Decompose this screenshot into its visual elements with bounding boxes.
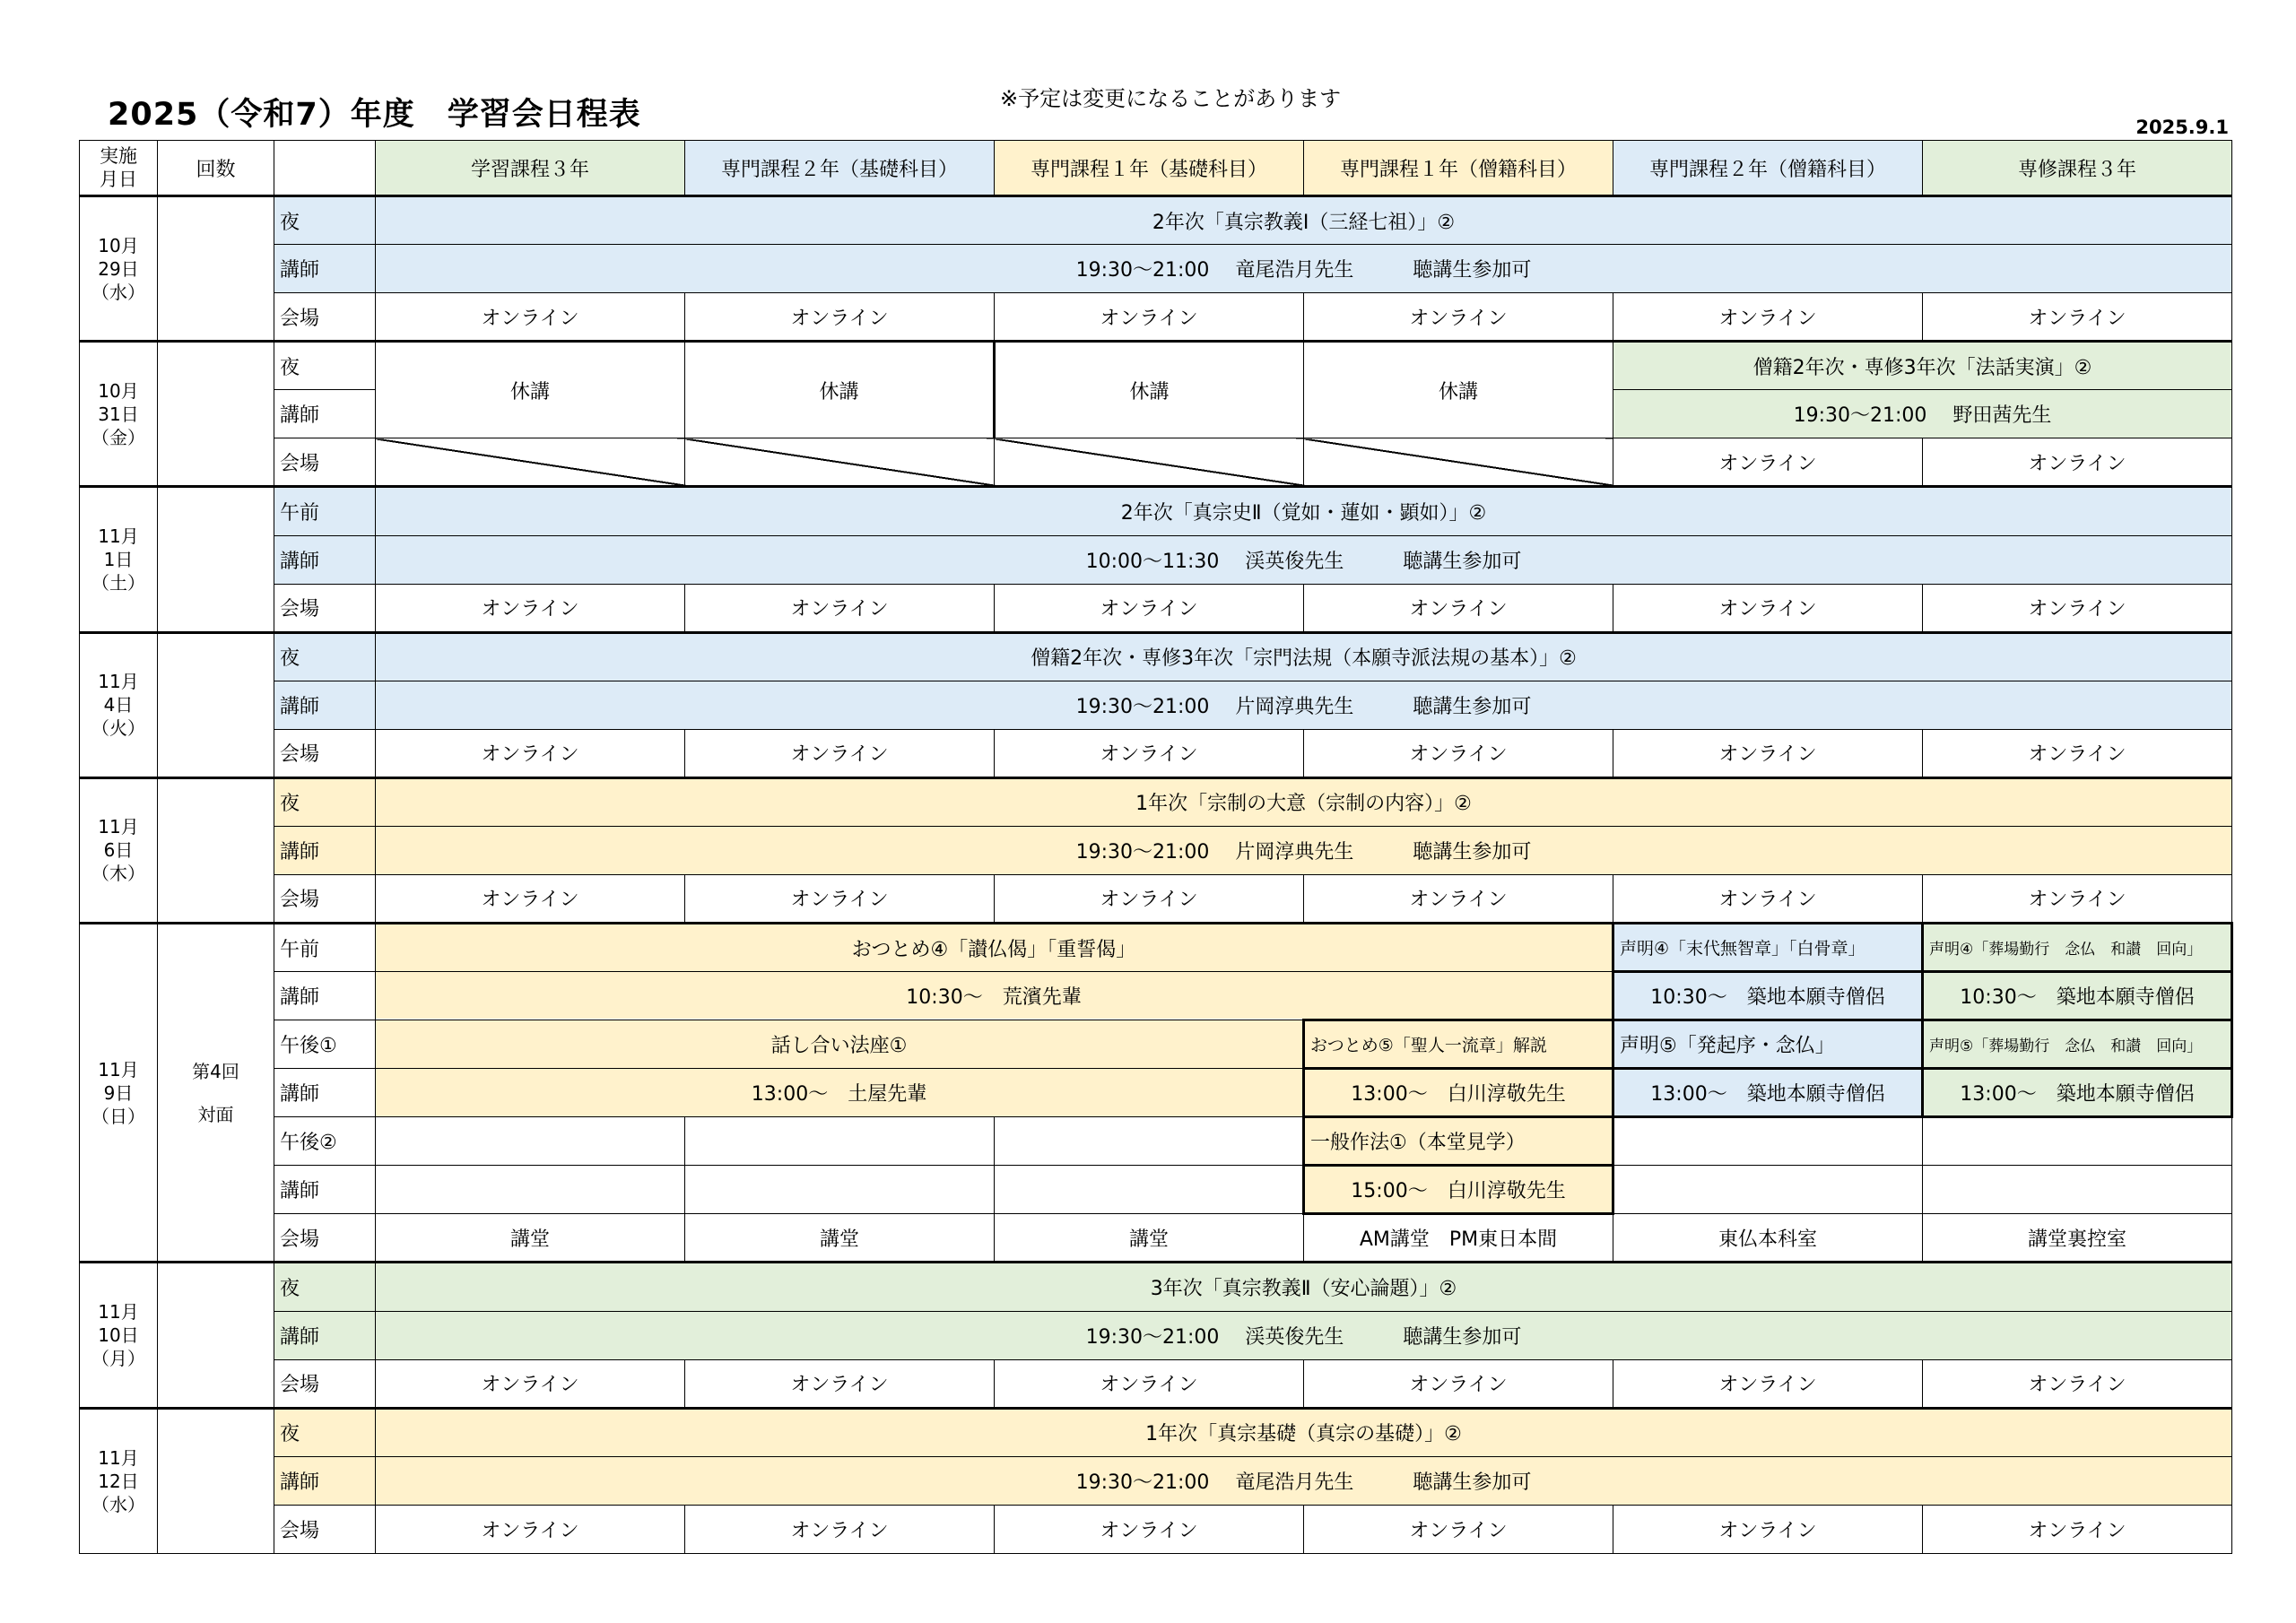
round-cell: 第4回 対面	[158, 924, 274, 1263]
day-nov9-pm2-row	[80, 1117, 2232, 1166]
empty-cell	[376, 1166, 685, 1214]
venue-cell: 講堂	[376, 1214, 685, 1263]
session-teacher: 19:30～21:00 片岡淳典先生 聴講生参加可	[376, 681, 2232, 729]
venue-cell: オンライン	[685, 874, 995, 923]
day-nov4-session-row	[80, 632, 2232, 681]
rest-cell: 休講	[376, 342, 685, 438]
day-oct31-session-row	[80, 342, 2232, 390]
period-label: 夜	[274, 1408, 376, 1456]
period-label: 夜	[274, 196, 376, 245]
session-teacher: 10:30～ 築地本願寺僧侶	[1613, 972, 1923, 1020]
date-cell: 10月 29日 （水）	[80, 196, 158, 342]
day-nov9-am-teacher-row	[80, 972, 2232, 1020]
day-nov12-venue-row	[80, 1505, 2232, 1553]
page-title: 2025（令和7）年度 学習会日程表	[108, 97, 641, 133]
lecturer-label: 講師	[274, 826, 376, 874]
rest-cell: 休講	[995, 342, 1304, 438]
session-teacher: 19:30～21:00 野田茜先生	[1613, 390, 2232, 438]
venue-cell: オンライン	[995, 293, 1304, 342]
session-teacher: 13:00～ 土屋先輩	[376, 1069, 1304, 1117]
venue-label: 会場	[274, 293, 376, 342]
session-teacher: 10:00～11:30 渓英俊先生 聴講生参加可	[376, 535, 2232, 584]
lecturer-label: 講師	[274, 681, 376, 729]
change-notice: ※予定は変更になることがあります	[1000, 86, 1342, 111]
session-teacher: 19:30～21:00 竜尾浩月先生 聴講生参加可	[376, 1456, 2232, 1505]
session-title: おつとめ④「讃仏偈」「重誓偈」	[376, 924, 1613, 972]
round-cell	[158, 342, 274, 487]
venue-cell: オンライン	[376, 1505, 685, 1553]
day-oct29-venue-row	[80, 293, 2232, 342]
lecturer-label: 講師	[274, 972, 376, 1020]
venue-label: 会場	[274, 729, 376, 777]
empty-cell	[1613, 1166, 1923, 1214]
venue-cell: オンライン	[685, 1505, 995, 1553]
venue-label: 会場	[274, 1505, 376, 1553]
date-cell: 11月 12日 （水）	[80, 1408, 158, 1553]
session-title: 2年次「真宗教義Ⅰ（三経七祖）」②	[376, 196, 2232, 245]
session-title: 1年次「真宗基礎（真宗の基礎）」②	[376, 1408, 2232, 1456]
day-oct31-venue-row	[80, 438, 2232, 487]
slash-cell	[995, 438, 1304, 487]
session-title: 3年次「真宗教義Ⅱ（安心論題）」②	[376, 1263, 2232, 1311]
lecturer-label: 講師	[274, 1166, 376, 1214]
venue-cell: オンライン	[1613, 1505, 1923, 1553]
day-nov10-venue-row	[80, 1359, 2232, 1408]
empty-cell	[995, 1166, 1304, 1214]
day-nov6-teacher-row	[80, 826, 2232, 874]
session-title: 話し合い法座①	[376, 1020, 1304, 1069]
session-teacher: 19:30～21:00 片岡淳典先生 聴講生参加可	[376, 826, 2232, 874]
session-teacher: 13:00～ 築地本願寺僧侶	[1923, 1069, 2232, 1117]
slash-cell	[1304, 438, 1613, 487]
day-oct29-session-row	[80, 196, 2232, 245]
date-cell: 10月 31日 （金）	[80, 342, 158, 487]
period-label: 午前	[274, 487, 376, 535]
session-title: 声明⑤「発起序・念仏」	[1613, 1020, 1923, 1069]
day-nov12-session-row	[80, 1408, 2232, 1456]
session-teacher: 15:00～ 白川淳敬先生	[1304, 1166, 1613, 1214]
round-cell	[158, 1408, 274, 1553]
venue-cell: オンライン	[685, 1359, 995, 1408]
empty-cell	[685, 1117, 995, 1166]
session-teacher: 13:00～ 築地本願寺僧侶	[1613, 1069, 1923, 1117]
venue-cell: 東仏本科室	[1613, 1214, 1923, 1263]
day-nov9-pm1-teacher-row	[80, 1069, 2232, 1117]
header-row	[80, 141, 2232, 196]
round-cell	[158, 632, 274, 777]
header-blank	[274, 141, 376, 196]
venue-cell: オンライン	[376, 729, 685, 777]
session-title: 1年次「宗制の大意（宗制の内容）」②	[376, 777, 2232, 826]
venue-cell: オンライン	[1613, 874, 1923, 923]
venue-cell: オンライン	[685, 729, 995, 777]
header-course-4: 専門課程１年（僧籍科目）	[1304, 141, 1613, 196]
day-nov1-session-row	[80, 487, 2232, 535]
day-nov12-teacher-row	[80, 1456, 2232, 1505]
venue-cell: 講堂	[995, 1214, 1304, 1263]
day-nov4-teacher-row	[80, 681, 2232, 729]
venue-cell: オンライン	[1304, 1359, 1613, 1408]
empty-cell	[1923, 1117, 2232, 1166]
period-label: 夜	[274, 342, 376, 390]
day-oct29-teacher-row	[80, 245, 2232, 293]
venue-cell: オンライン	[1613, 438, 1923, 487]
day-nov6-session-row	[80, 777, 2232, 826]
date-cell: 11月 4日 （火）	[80, 632, 158, 777]
header-course-3: 専門課程１年（基礎科目）	[995, 141, 1304, 196]
schedule-table	[79, 140, 2233, 1554]
day-nov1-teacher-row	[80, 535, 2232, 584]
period-label: 午後①	[274, 1020, 376, 1069]
venue-label: 会場	[274, 438, 376, 487]
venue-cell: オンライン	[1923, 584, 2232, 632]
venue-cell: オンライン	[1613, 293, 1923, 342]
venue-cell: オンライン	[376, 874, 685, 923]
session-teacher: 19:30～21:00 渓英俊先生 聴講生参加可	[376, 1311, 2232, 1359]
empty-cell	[1613, 1117, 1923, 1166]
header-date: 実施 月日	[80, 141, 158, 196]
day-nov4-venue-row	[80, 729, 2232, 777]
day-nov9-am-row	[80, 924, 2232, 972]
day-nov10-session-row	[80, 1263, 2232, 1311]
venue-cell: オンライン	[995, 1505, 1304, 1553]
session-title: おつとめ⑤「聖人一流章」解説	[1304, 1020, 1613, 1069]
venue-cell: オンライン	[1923, 293, 2232, 342]
empty-cell	[1923, 1166, 2232, 1214]
round-cell	[158, 196, 274, 342]
venue-cell: オンライン	[1923, 1359, 2232, 1408]
empty-cell	[685, 1166, 995, 1214]
session-title: 声明④「葬場勤行 念仏 和讃 回向」	[1923, 924, 2232, 972]
venue-cell: オンライン	[1923, 1505, 2232, 1553]
venue-cell: オンライン	[1613, 1359, 1923, 1408]
date-cell: 11月 10日 （月）	[80, 1263, 158, 1408]
round-cell	[158, 777, 274, 923]
date-cell: 11月 6日 （木）	[80, 777, 158, 923]
round-cell	[158, 487, 274, 632]
venue-label: 会場	[274, 874, 376, 923]
slash-cell	[685, 438, 995, 487]
session-title: 声明④「末代無智章」「白骨章」	[1613, 924, 1923, 972]
session-title: 僧籍2年次・専修3年次「宗門法規（本願寺派法規の基本）」②	[376, 632, 2232, 681]
session-teacher: 13:00～ 白川淳敬先生	[1304, 1069, 1613, 1117]
venue-cell: オンライン	[1613, 729, 1923, 777]
venue-cell: オンライン	[376, 584, 685, 632]
venue-cell: オンライン	[995, 729, 1304, 777]
round-cell	[158, 1263, 274, 1408]
venue-cell: オンライン	[1304, 293, 1613, 342]
venue-cell: 講堂	[685, 1214, 995, 1263]
venue-cell: オンライン	[995, 1359, 1304, 1408]
header-course-5: 専門課程２年（僧籍科目）	[1613, 141, 1923, 196]
venue-cell: オンライン	[995, 584, 1304, 632]
header-course-2: 専門課程２年（基礎科目）	[685, 141, 995, 196]
period-label: 午前	[274, 924, 376, 972]
day-nov9-venue-row	[80, 1214, 2232, 1263]
venue-cell: オンライン	[1613, 584, 1923, 632]
session-teacher: 10:30～ 築地本願寺僧侶	[1923, 972, 2232, 1020]
empty-cell	[376, 1117, 685, 1166]
session-title: 一般作法①（本堂見学）	[1304, 1117, 1613, 1166]
lecturer-label: 講師	[274, 245, 376, 293]
venue-cell: オンライン	[376, 1359, 685, 1408]
lecturer-label: 講師	[274, 1456, 376, 1505]
venue-cell: オンライン	[376, 293, 685, 342]
venue-cell: オンライン	[1923, 729, 2232, 777]
header-round: 回数	[158, 141, 274, 196]
header-course-1: 学習課程３年	[376, 141, 685, 196]
venue-cell: オンライン	[1304, 584, 1613, 632]
session-title: 僧籍2年次・専修3年次「法話実演」②	[1613, 342, 2232, 390]
slash-cell	[376, 438, 685, 487]
venue-cell: オンライン	[995, 874, 1304, 923]
period-label: 夜	[274, 1263, 376, 1311]
venue-cell: オンライン	[1923, 874, 2232, 923]
venue-cell: AM講堂 PM東日本間	[1304, 1214, 1613, 1263]
session-teacher: 19:30～21:00 竜尾浩月先生 聴講生参加可	[376, 245, 2232, 293]
session-title: 2年次「真宗史Ⅱ（覚如・蓮如・顕如）」②	[376, 487, 2232, 535]
date-cell: 11月 9日 （日）	[80, 924, 158, 1263]
session-teacher: 10:30～ 荒濱先輩	[376, 972, 1613, 1020]
lecturer-label: 講師	[274, 1311, 376, 1359]
day-nov9-pm1-row	[80, 1020, 2232, 1069]
lecturer-label: 講師	[274, 1069, 376, 1117]
day-nov1-venue-row	[80, 584, 2232, 632]
venue-cell: オンライン	[685, 584, 995, 632]
venue-cell: オンライン	[685, 293, 995, 342]
venue-label: 会場	[274, 584, 376, 632]
venue-label: 会場	[274, 1359, 376, 1408]
lecturer-label: 講師	[274, 390, 376, 438]
period-label: 午後②	[274, 1117, 376, 1166]
day-nov6-venue-row	[80, 874, 2232, 923]
header-course-6: 専修課程３年	[1923, 141, 2232, 196]
session-title: 声明⑤「葬場勤行 念仏 和讃 回向」	[1923, 1020, 2232, 1069]
lecturer-label: 講師	[274, 535, 376, 584]
day-nov9-pm2-teacher-row	[80, 1166, 2232, 1214]
venue-cell: オンライン	[1304, 874, 1613, 923]
issue-date: 2025.9.1	[2135, 117, 2229, 138]
period-label: 夜	[274, 777, 376, 826]
date-cell: 11月 1日 （土）	[80, 487, 158, 632]
venue-cell: 講堂裏控室	[1923, 1214, 2232, 1263]
rest-cell: 休講	[1304, 342, 1613, 438]
empty-cell	[995, 1117, 1304, 1166]
venue-cell: オンライン	[1304, 729, 1613, 777]
venue-cell: オンライン	[1304, 1505, 1613, 1553]
day-nov10-teacher-row	[80, 1311, 2232, 1359]
venue-label: 会場	[274, 1214, 376, 1263]
venue-cell: オンライン	[1923, 438, 2232, 487]
period-label: 夜	[274, 632, 376, 681]
rest-cell: 休講	[685, 342, 995, 438]
